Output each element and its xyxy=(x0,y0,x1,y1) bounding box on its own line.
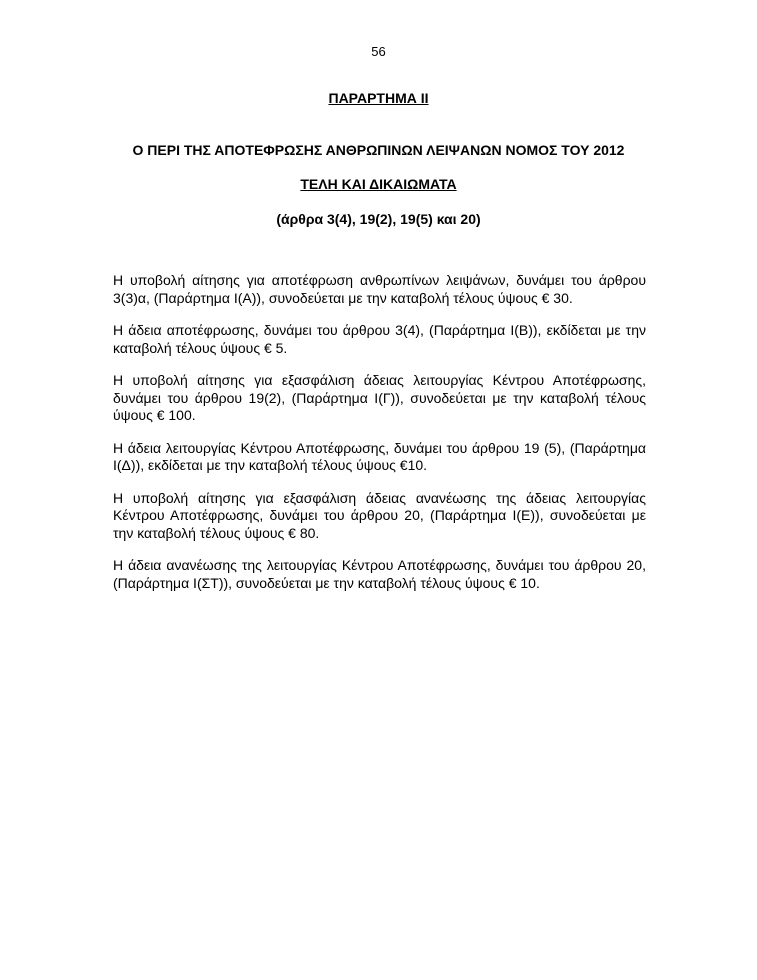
paragraph-cremation-application-fee: Η υποβολή αίτησης για αποτέφρωση ανθρωπίνων λειψάνων, δυνάμει του άρθρου 3(3)α, (Παράρτημα Ι(Α)), συνοδεύεται με την καταβολή τέλους ύψους € 30. xyxy=(113,272,646,306)
paragraph-renewal-license-fee: Η άδεια ανανέωσης της λειτουργίας Κέντρου Αποτέφρωσης, δυνάμει του άρθρου 20, (Παράρτημα Ι(ΣΤ)), συνοδεύεται με την καταβολή τέλους ύψους € 10. xyxy=(113,557,646,591)
paragraph-operating-license-application-fee: Η υποβολή αίτησης για εξασφάλιση άδειας λειτουργίας Κέντρου Αποτέφρωσης, δυνάμει του άρθρου 19(2), (Παράρτημα Ι(Γ)), συνοδεύεται με την καταβολή τέλους ύψους € 100. xyxy=(113,372,646,423)
articles-reference: (άρθρα 3(4), 19(2), 19(5) και 20) xyxy=(276,211,481,227)
law-title: Ο ΠΕΡΙ ΤΗΣ ΑΠΟΤΕΦΡΩΣΗΣ ΑΝΘΡΩΠΙΝΩΝ ΛΕΙΨΑΝΩΝ ΝΟΜΟΣ ΤΟΥ 2012 xyxy=(132,142,625,158)
paragraph-operating-license-fee: Η άδεια λειτουργίας Κέντρου Αποτέφρωσης, δυνάμει του άρθρου 19 (5), (Παράρτημα Ι(Δ)), εκδίδεται με την καταβολή τέλους ύψους €10. xyxy=(113,439,646,473)
fees-title: ΤΕΛΗ ΚΑΙ ΔΙΚΑΙΩΜΑΤΑ xyxy=(300,176,457,192)
page-number: 56 xyxy=(371,44,386,59)
annex-title: ΠΑΡΑΡΤΗΜΑ ΙΙ xyxy=(328,90,429,106)
paragraph-cremation-permit-fee: Η άδεια αποτέφρωσης, δυνάμει του άρθρου 3(4), (Παράρτημα Ι(Β)), εκδίδεται με την καταβολή τέλους ύψους € 5. xyxy=(113,322,646,356)
paragraph-renewal-application-fee: Η υποβολή αίτησης για εξασφάλιση άδειας ανανέωσης της άδειας λειτουργίας Κέντρου Αποτέφρωσης, δυνάμει του άρθρου 20, (Παράρτημα Ι(Ε)), συνοδεύεται με την καταβολή τέλους ύψους € 80. xyxy=(113,489,646,541)
document-body xyxy=(113,272,646,607)
